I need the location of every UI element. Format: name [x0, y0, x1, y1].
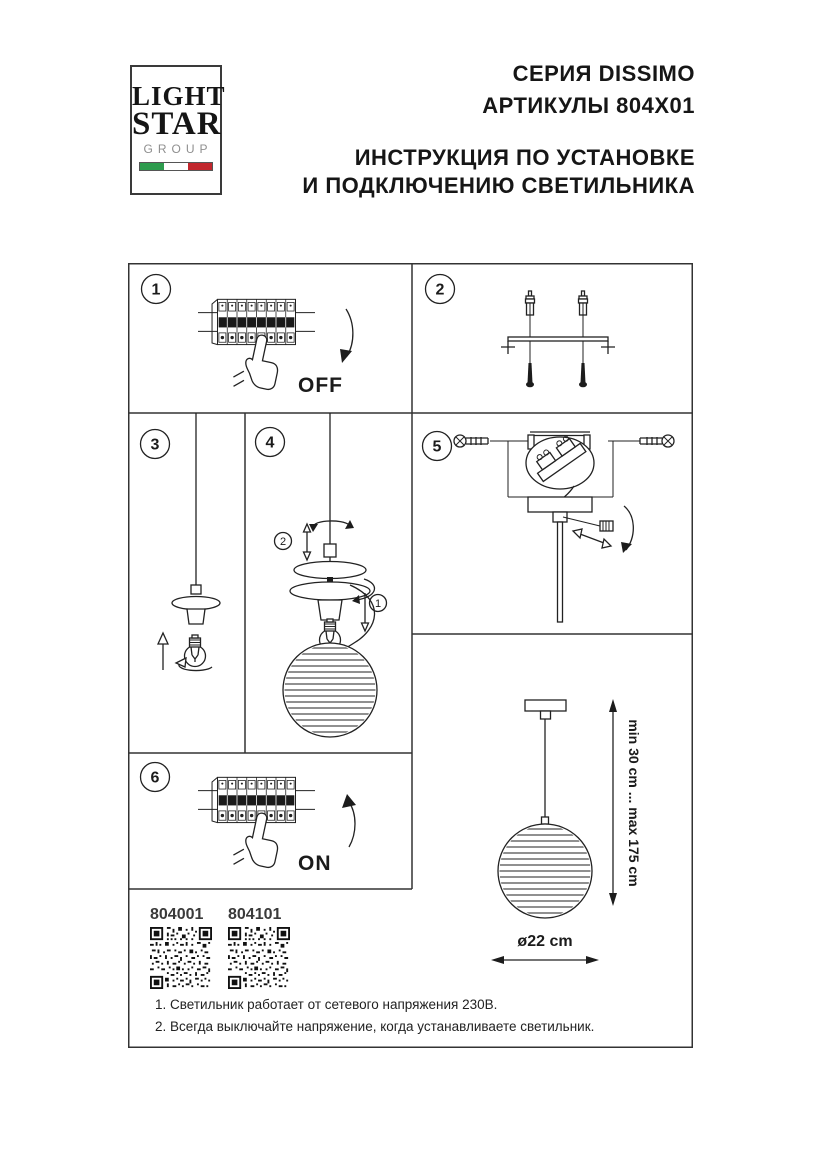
- set-screw-icon: [600, 521, 613, 531]
- qr-code-left: [150, 927, 212, 989]
- article-number-left: 804001: [150, 906, 204, 923]
- instruction-title-line1: ИНСТРУКЦИЯ ПО УСТАНОВКЕ: [354, 145, 695, 170]
- height-dimension-label: min 30 cm ... max 175 cm: [626, 719, 642, 887]
- italian-flag-icon: [139, 162, 213, 171]
- canopy-mounting-drawing: [454, 432, 674, 622]
- step-2-number: 2: [435, 281, 445, 299]
- note-line-2: 2. Всегда выключайте напряжение, когда устанавливаете светильник.: [155, 1019, 595, 1034]
- articles-title: АРТИКУЛЫ 804X01: [482, 93, 695, 118]
- step-3-number: 3: [150, 436, 160, 454]
- bulb-icon: [185, 635, 206, 667]
- logo-word-star: STAR: [132, 106, 222, 142]
- power-on-drawing: [198, 777, 356, 875]
- globe-shade-icon: [498, 824, 592, 918]
- logo-word-light: LIGHT: [132, 81, 226, 111]
- flag-red: [188, 163, 212, 170]
- screw-icon: [579, 363, 587, 387]
- breaker-panel-icon: [198, 299, 315, 344]
- qr-code-right: [228, 927, 290, 989]
- step-6-number: 6: [150, 769, 160, 787]
- note-line-1: 1. Светильник работает от сетевого напряжения 230В.: [155, 997, 498, 1012]
- power-off-drawing: [198, 299, 353, 397]
- on-label: ON: [298, 852, 332, 875]
- globe-shade-icon: [283, 643, 377, 737]
- mounting-bracket-drawing: [501, 291, 615, 387]
- lightstar-logo: [130, 65, 226, 195]
- arrow-up-icon: [349, 802, 355, 847]
- callout-2-number: 2: [279, 536, 287, 548]
- step-1-number: 1: [151, 281, 161, 299]
- diameter-dimension-label: ø22 cm: [517, 933, 573, 950]
- anchor-icon: [526, 291, 535, 315]
- instruction-diagram: [128, 263, 693, 1048]
- series-title: СЕРИЯ DISSIMO: [512, 61, 695, 86]
- grid-frame: [128, 263, 693, 1047]
- off-label: OFF: [298, 374, 343, 397]
- step-4-number: 4: [265, 434, 275, 452]
- anchor-icon: [579, 291, 588, 315]
- screw-icon: [526, 363, 534, 387]
- rotate-arrow-icon: [313, 521, 349, 528]
- page-header: [302, 58, 695, 200]
- callout-1-number: 1: [374, 598, 382, 610]
- step-5-number: 5: [432, 438, 442, 456]
- article-section: [150, 906, 290, 989]
- logo-word-group: GROUP: [143, 142, 213, 156]
- shade-assembly-drawing: [275, 413, 387, 737]
- dimension-drawing: [491, 699, 642, 964]
- arrow-down-icon: [346, 309, 353, 356]
- screw-icon: [454, 435, 488, 447]
- flag-green: [140, 163, 164, 170]
- arrow-up-icon: [158, 633, 168, 644]
- instruction-title-line2: И ПОДКЛЮЧЕНИЮ СВЕТИЛЬНИКА: [302, 173, 695, 198]
- article-number-right: 804101: [228, 906, 282, 923]
- flag-white: [164, 163, 188, 170]
- notes-section: [155, 997, 594, 1034]
- screw-icon: [640, 435, 674, 447]
- breaker-panel-icon: [198, 777, 315, 822]
